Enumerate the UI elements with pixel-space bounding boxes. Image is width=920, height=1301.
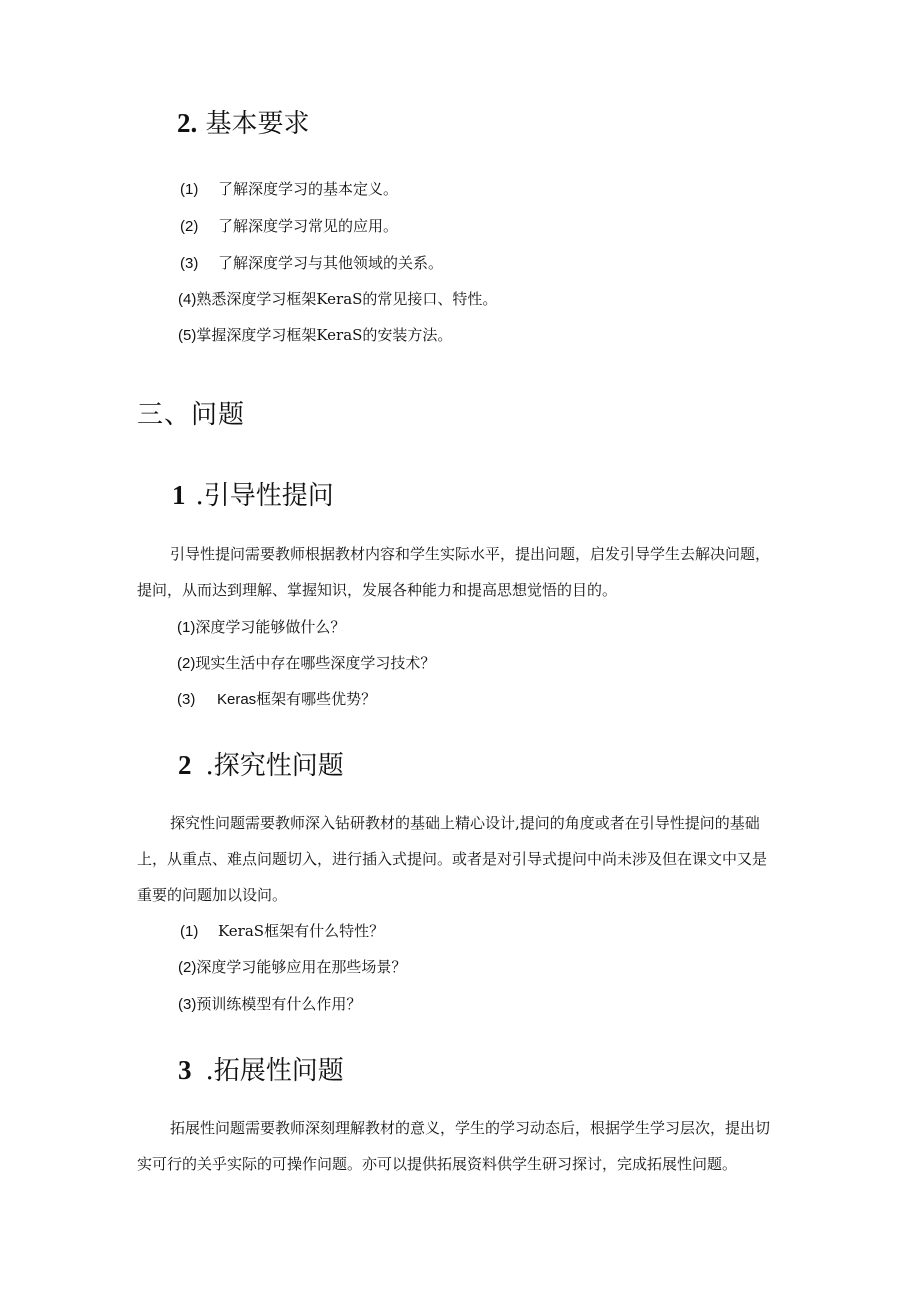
section-number: 3 <box>178 1055 192 1085</box>
list-marker: (2) <box>177 655 196 672</box>
paragraph-line: 提问，从而达到理解、掌握知识，发展各种能力和提高思想觉悟的目的。 <box>137 581 618 599</box>
list-item <box>180 253 443 274</box>
list-text: 熟悉深度学习框架KeraS的常见接口、特性。 <box>196 290 498 308</box>
list-marker: (1) <box>180 923 199 940</box>
section-title: 基本要求 <box>205 109 310 139</box>
list-marker: (3) <box>177 691 196 708</box>
section-title: .拓展性问题 <box>205 1056 344 1086</box>
section-title: .引导性提问 <box>195 481 334 511</box>
paragraph-line: 实可行的关乎实际的可操作问题。亦可以提供拓展资料供学生研习探讨，完成拓展性问题。 <box>137 1155 738 1173</box>
list-marker: (2) <box>180 218 199 235</box>
list-text: 了解深度学习的基本定义。 <box>218 180 399 198</box>
list-item <box>177 617 345 638</box>
list-item <box>180 921 384 942</box>
section-heading-explore <box>178 749 344 782</box>
list-marker: (1) <box>177 619 196 636</box>
list-item <box>178 325 452 346</box>
list-item <box>177 653 435 674</box>
list-marker: (3) <box>178 996 197 1013</box>
section-heading-guided <box>172 479 334 512</box>
section-number: 2. <box>177 108 198 138</box>
paragraph-line: 探究性问题需要教师深入钻研教材的基础上精心设计,提问的角度或者在引导性提问的基础 <box>170 814 760 832</box>
paragraph-line: 上，从重点、难点问题切入，进行插入式提问。或者是对引导式提问中尚未涉及但在课文中又是 <box>137 850 768 868</box>
list-marker: (4) <box>178 291 197 308</box>
list-text: Keras框架有哪些优势？ <box>217 691 377 708</box>
list-item <box>178 994 361 1015</box>
list-text: 现实生活中存在哪些深度学习技术？ <box>195 654 436 672</box>
list-text: 了解深度学习与其他领域的关系。 <box>218 254 444 272</box>
list-item <box>178 957 406 978</box>
section-title: .探究性问题 <box>205 751 344 781</box>
list-item <box>180 179 398 200</box>
list-text: 深度学习能够做什么？ <box>195 618 346 636</box>
paragraph-line: 重要的问题加以设问。 <box>137 886 288 904</box>
list-text: KeraS框架有什么特性？ <box>218 922 385 940</box>
section-number: 1 <box>172 480 186 510</box>
paragraph-line: 引导性提问需要教师根据教材内容和学生实际水平，提出问题，启发引导学生去解决问题， <box>170 545 771 563</box>
list-marker: (5) <box>178 327 197 344</box>
list-marker: (2) <box>178 959 197 976</box>
section-heading-requirements <box>177 107 310 140</box>
list-text: 深度学习能够应用在那些场景？ <box>196 958 407 976</box>
list-text: 预训练模型有什么作用？ <box>196 995 362 1013</box>
list-item <box>180 216 398 237</box>
list-item <box>177 689 376 710</box>
list-marker: (3) <box>180 255 199 272</box>
paragraph-line: 拓展性问题需要教师深刻理解教材的意义，学生的学习动态后，根据学生学习层次，提出切 <box>170 1119 771 1137</box>
list-item <box>178 289 497 310</box>
section-heading-extend <box>178 1054 344 1087</box>
chapter-title: 三、问题 <box>137 400 246 430</box>
list-marker: (1) <box>180 181 199 198</box>
list-text: 了解深度学习常见的应用。 <box>218 217 399 235</box>
list-text: 掌握深度学习框架KeraS的安装方法。 <box>196 326 453 344</box>
section-number: 2 <box>178 750 192 780</box>
